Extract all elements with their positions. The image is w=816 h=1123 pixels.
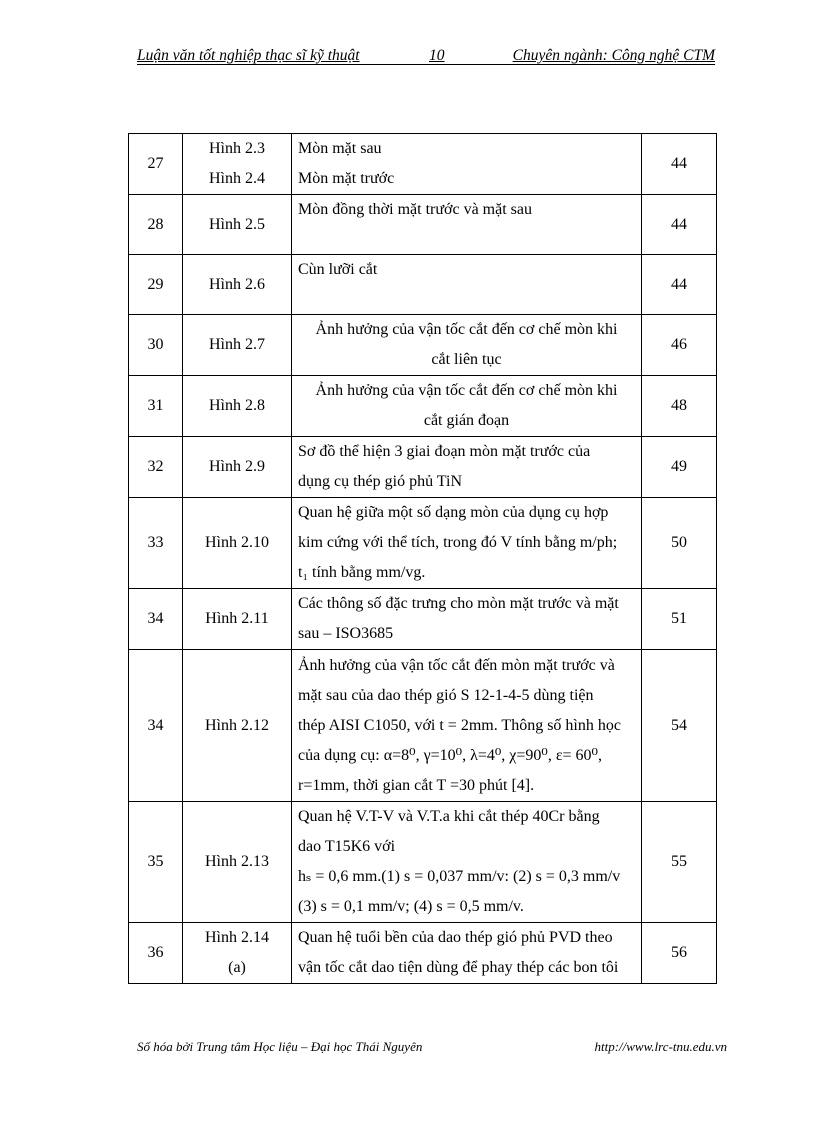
row-number: 34 xyxy=(129,650,183,802)
figure-label: Hình 2.9 xyxy=(209,458,265,475)
header-page-number: 10 xyxy=(429,47,445,64)
page-number-cell: 55 xyxy=(642,802,717,923)
page-number-cell: 46 xyxy=(642,315,717,376)
header-underline xyxy=(137,64,715,65)
figure-label-cell xyxy=(183,802,292,923)
figure-label: Hình 2.7 xyxy=(209,336,265,353)
figure-title-cell xyxy=(292,437,642,498)
figure-label: Hình 2.14 xyxy=(205,929,269,946)
figure-label-cell xyxy=(183,134,292,195)
header-thesis-title: Luận văn tốt nghiệp thạc sĩ kỹ thuật xyxy=(137,47,360,64)
table-row xyxy=(129,437,717,498)
figure-title-cell xyxy=(292,195,642,255)
figure-label: Hình 2.13 xyxy=(205,853,269,870)
figure-label-cell xyxy=(183,589,292,650)
figure-title-line: Ảnh hưởng của vận tốc cắt đến cơ chế mòn khi xyxy=(315,321,618,338)
figure-title-line: Ảnh hưởng của vận tốc cắt đến mòn mặt trước và xyxy=(298,656,615,674)
page-number-cell: 50 xyxy=(642,498,717,589)
row-number: 36 xyxy=(129,923,183,984)
figure-label: Hình 2.5 xyxy=(209,215,265,233)
figure-label: Hình 2.3 xyxy=(209,140,265,157)
page-number-cell: 51 xyxy=(642,589,717,650)
figure-title-line: Quan hệ V.T-V và V.T.a khi cắt thép 40Cr bằng xyxy=(298,808,600,825)
figure-label-cell xyxy=(183,195,292,255)
figure-list-table xyxy=(128,133,717,984)
row-number: 34 xyxy=(129,589,183,650)
figure-title-cell xyxy=(292,589,642,650)
figure-title-line: Mòn mặt trước xyxy=(298,170,395,187)
figure-title-line: cắt gián đoạn xyxy=(423,412,510,429)
figure-title-cell xyxy=(292,802,642,923)
figure-label: Hình 2.4 xyxy=(209,170,265,187)
figure-title-line: dao T15K6 với xyxy=(298,838,396,855)
figure-label-cell xyxy=(183,650,292,802)
row-number: 30 xyxy=(129,315,183,376)
figure-label-cell xyxy=(183,315,292,376)
figure-title-line: vận tốc cắt dao tiện dùng để phay thép các bon tôi xyxy=(298,959,619,976)
table-row xyxy=(129,195,717,255)
figure-title-cell xyxy=(292,498,642,589)
page-number-cell: 44 xyxy=(642,134,717,195)
figure-label: Hình 2.6 xyxy=(209,275,265,293)
figure-title-line: của dụng cụ: α=8⁰, γ=10⁰, λ=4⁰, χ=90⁰, ε= 60⁰, xyxy=(298,746,602,764)
page-number-cell: 48 xyxy=(642,376,717,437)
figure-title-cell xyxy=(292,255,642,315)
figure-title-cell xyxy=(292,376,642,437)
row-number: 29 xyxy=(129,255,183,315)
figure-title-line: Mòn đồng thời mặt trước và mặt sau xyxy=(298,201,532,218)
figure-title-line: Mòn mặt sau xyxy=(298,140,382,157)
page-number-cell: 54 xyxy=(642,650,717,802)
figure-title-line: Quan hệ tuổi bền của dao thép gió phủ PVD theo xyxy=(298,929,613,946)
table-row xyxy=(129,315,717,376)
page-number-cell: 44 xyxy=(642,255,717,315)
figure-title-line: r=1mm, thời gian cắt T =30 phút [4]. xyxy=(298,776,535,794)
figure-label-cell xyxy=(183,255,292,315)
row-number: 28 xyxy=(129,195,183,255)
figure-label: Hình 2.8 xyxy=(209,397,265,414)
table-row xyxy=(129,134,717,195)
figure-label: Hình 2.11 xyxy=(205,610,269,627)
figure-title-cell xyxy=(292,134,642,195)
figure-label: Hình 2.12 xyxy=(205,716,269,734)
table-row xyxy=(129,923,717,984)
table-row xyxy=(129,589,717,650)
figure-title-line: mặt sau của dao thép gió S 12-1-4-5 dùng tiện xyxy=(298,686,594,704)
footer-url[interactable]: http://www.lrc-tnu.edu.vn xyxy=(594,1039,727,1054)
figure-label-cell xyxy=(183,437,292,498)
row-number: 31 xyxy=(129,376,183,437)
page-number-cell: 56 xyxy=(642,923,717,984)
footer-digitized-by: Số hóa bởi Trung tâm Học liệu – Đại học Thái Nguyên xyxy=(137,1039,423,1054)
table-row xyxy=(129,376,717,437)
figure-label: (a) xyxy=(228,959,246,976)
figure-title-line: t₁ tính bằng mm/vg. xyxy=(298,564,426,581)
figure-title-line: Sơ đồ thể hiện 3 giai đoạn mòn mặt trước của xyxy=(298,443,591,460)
figure-label-cell xyxy=(183,376,292,437)
figure-title-line: sau – ISO3685 xyxy=(298,625,394,642)
row-number: 32 xyxy=(129,437,183,498)
table-row xyxy=(129,650,717,802)
figure-label: Hình 2.10 xyxy=(205,534,269,551)
figure-label-cell xyxy=(183,498,292,589)
figure-title-line: kim cứng với thể tích, trong đó V tính bằng m/ph; xyxy=(298,534,618,551)
figure-title-line: (3) s = 0,1 mm/v; (4) s = 0,5 mm/v. xyxy=(298,898,524,915)
figure-title-cell xyxy=(292,315,642,376)
figure-title-line: hₛ = 0,6 mm.(1) s = 0,037 mm/v: (2) s = 0,3 mm/v xyxy=(298,868,621,885)
figure-title-line: dụng cụ thép gió phủ TiN xyxy=(298,473,463,490)
row-number: 33 xyxy=(129,498,183,589)
page-number-cell: 44 xyxy=(642,195,717,255)
figure-label-cell xyxy=(183,923,292,984)
header-major: Chuyên ngành: Công nghệ CTM xyxy=(512,47,715,64)
figure-title-line: Cùn lưỡi cắt xyxy=(298,261,378,278)
row-number: 27 xyxy=(129,134,183,195)
table-row xyxy=(129,498,717,589)
figure-title-line: Ảnh hưởng của vận tốc cắt đến cơ chế mòn khi xyxy=(315,382,618,399)
row-number: 35 xyxy=(129,802,183,923)
figure-title-line: cắt liên tục xyxy=(431,351,502,368)
figure-title-line: thép AISI C1050, với t = 2mm. Thông số hình học xyxy=(298,716,621,734)
figure-title-line: Quan hệ giữa một số dạng mòn của dụng cụ hợp xyxy=(298,504,609,521)
figure-title-line: Các thông số đặc trưng cho mòn mặt trước và mặt xyxy=(298,595,619,612)
figure-title-cell xyxy=(292,923,642,984)
figure-title-cell xyxy=(292,650,642,802)
table-row xyxy=(129,802,717,923)
table-row xyxy=(129,255,717,315)
page-number-cell: 49 xyxy=(642,437,717,498)
